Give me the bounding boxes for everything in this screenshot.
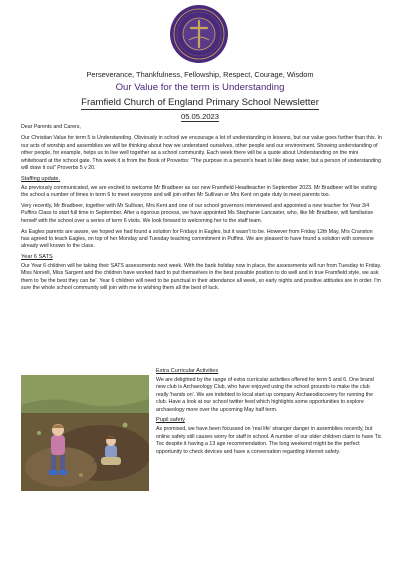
intro-paragraph: Our Christian Value for term 5 is Understanding. Obviously in school we encourage a lot of understanding in lessons, but our value goes further than this. In our acts of worship and assemblies we will be thinking about how we understand ourselves, other people and our environment. Showing understanding of other people, for example, helps us to live well together as a school community. Each week there will be a quote about Understanding on the mini whiteboard at the school gate. This week it is from the Book of Proverbs: "The purpose in a person's heart is like deep water, but a person of understanding will draw it out" Proverbs 5 v 20. bbox=[21, 135, 382, 172]
newsletter-title bbox=[0, 97, 400, 108]
newsletter-date-text: 05.05.2023 bbox=[180, 112, 219, 121]
extra-curricular-paragraph: We are delighted by the range of extra curricular activities offered for term 5 and 6. One brand new club is Archaeology Club, who have enjoyed using the school grounds to make the club really 'hands on'. We are indebted to local start up company Archaeodiscovery for running the club. Have a look at our school twitter feed which highlights some opportunities to explore archaeology more over the upcoming May half term. bbox=[156, 376, 374, 413]
archaeology-club-photo bbox=[21, 375, 149, 491]
greeting: Dear Parents and Carers, bbox=[21, 124, 81, 130]
right-column bbox=[156, 368, 382, 459]
letter-body bbox=[21, 124, 382, 296]
staffing-paragraph-2: Very recently, Mr Bradbeer, together with Mr Sullivan, Mrs Kent and one of our school governors interviewed and appointed a new teacher for Year 3/4 Puffins Class to start full time in September. After a rigorous process, we have appointed Ms Stephanie Lancaster, who, like Mr Bradbeer, will familiarise herself with the school over a series of term 6 visits. We look forward to welcoming her to the staff team. bbox=[21, 202, 374, 224]
staffing-paragraph-3: As Eagles parents are aware, we hoped we had found a solution for Fridays in Eagles, but it wasn't to be. However from Friday 12th May, Mrs Cranston has agreed to teach Eagles, on top of her Monday and Tuesday teaching commitment in Puffins. We are pleased to have found a solution with someone already well known to the class. bbox=[21, 228, 374, 250]
sats-paragraph: Our Year 6 children will be taking their SATS assessments next week. With the bank holiday now in place, the assessments will run from Tuesday to Friday. Miss Norvell, Miss Sargent and the children have worked hard to put themselves in the best possible position to do well and in true Framfield style, we ask them to 'be the best they can be'. Year 6 children will need to be punctual in their attendance all week, so early nights and positive attitudes are in order. I'm sure the whole school community will join with me in wishing them all the best of luck. bbox=[21, 263, 382, 292]
newsletter-date bbox=[0, 112, 400, 121]
school-motto: Perseverance, Thankfulness, Fellowship, Respect, Courage, Wisdom bbox=[86, 70, 314, 79]
staffing-heading: Staffing update. bbox=[21, 175, 61, 182]
value-title: Our Value for the term is Understanding bbox=[115, 82, 285, 93]
school-crest-logo bbox=[169, 4, 229, 64]
pupil-safety-heading: Pupil safety bbox=[156, 417, 185, 424]
extra-curricular-heading: Extra Curricular Activities bbox=[156, 368, 219, 374]
staffing-paragraph-1: As previously communicated, we are excited to welcome Mr Bradbeer as our new Framfield Headteacher in September 2023. Mr Bradbeer will be visiting the school a number of times in term 6 to meet everyone and will join either Mr Sullivan or Mrs Kent on gate duty to meet parents too. bbox=[21, 184, 377, 199]
pupil-safety-paragraph: As promised, we have been focussed on 'real life' stranger danger in assemblies recently, but online safety still causes worry for staff in school. A number of our older children claim to have Tic Toc despite it having a 13 age recommendation. The long weekend might be the perfect opportunity to check devices and have a conversation regarding internet safety. bbox=[156, 426, 382, 455]
newsletter-title-text: Framfield Church of England Primary School Newsletter bbox=[81, 97, 319, 108]
sats-heading: Year 6 SATS bbox=[21, 254, 53, 261]
